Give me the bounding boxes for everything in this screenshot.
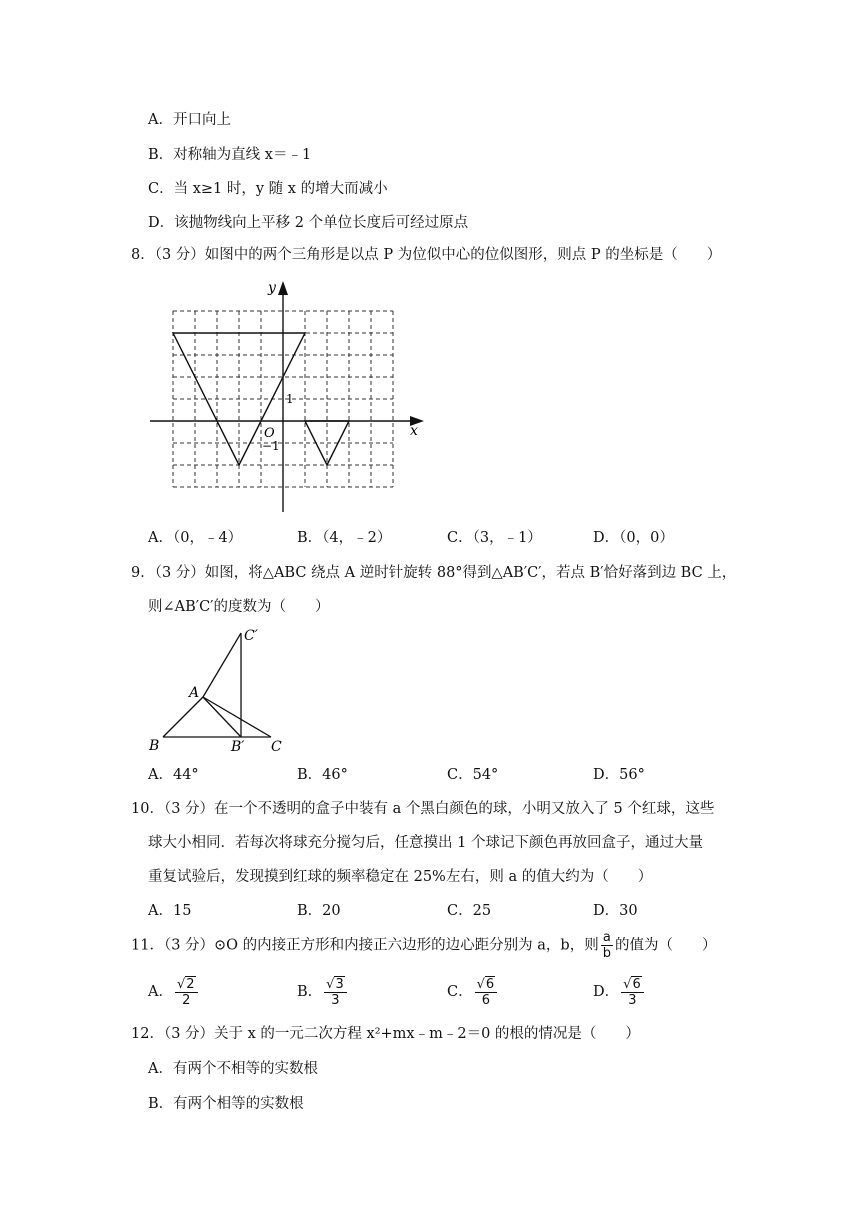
q11-fraction-a-over-b: $\frac{a}{b}$ xyxy=(602,930,611,961)
q8-option-d: D．（0，0） xyxy=(593,530,674,546)
q11-option-a: A． $\frac{√2}{2}$ xyxy=(148,974,200,1010)
segment-ac xyxy=(203,697,271,737)
q10-option-d: D．30 xyxy=(593,903,638,919)
label-c-prime: C′ xyxy=(244,628,258,644)
tick-label-1: 1 xyxy=(286,392,294,406)
q7-option-d: D．该抛物线向上平移 2 个单位长度后可经过原点 xyxy=(148,215,469,231)
q10-stem-line3: 重复试验后，发现摸到红球的频率稳定在 25%左右，则 a 的值大约为（ ） xyxy=(148,869,653,885)
label-b: B xyxy=(149,738,160,754)
q7-option-a: A．开口向上 xyxy=(148,112,231,128)
origin-label: O xyxy=(264,426,275,441)
q8-option-a: A．（0，﹣4） xyxy=(148,530,243,546)
label-a: A xyxy=(189,685,200,701)
q11-option-b: B． $\frac{√3}{3}$ xyxy=(297,974,349,1010)
q9-stem-line1: 9．（3 分）如图，将△ABC 绕点 A 逆时针旋转 88°得到△AB′C′，若点 B′恰好落到边 BC 上， xyxy=(131,565,737,581)
q9-rotation-figure xyxy=(140,625,300,760)
q10-stem-line1: 10．（3 分）在一个不透明的盒子中装有 a 个黑白颜色的球，小明又放入了 5 个红球，这些 xyxy=(131,801,715,817)
q9-option-c: C．54° xyxy=(447,767,499,783)
q11-option-d: D． $\frac{√6}{3}$ xyxy=(593,974,646,1010)
q11-option-c: C． $\frac{√6}{6}$ xyxy=(447,974,499,1010)
q8-coordinate-figure xyxy=(140,270,440,520)
q10-stem-line2: 球大小相同．若每次将球充分搅匀后，任意摸出 1 个球记下颜色再放回盒子，通过大量 xyxy=(148,835,703,851)
q11-stem xyxy=(131,930,716,961)
label-c: C xyxy=(271,739,282,755)
tick-label-neg1: −1 xyxy=(262,439,280,453)
q7-option-b: B．对称轴为直线 x＝﹣1 xyxy=(148,147,312,163)
q11-stem-text: 11．（3 分）⊙O 的内接正方形和内接正六边形的边心距分别为 a，b，则 xyxy=(131,937,599,954)
q9-option-a: A．44° xyxy=(148,767,199,783)
segment-ab-prime xyxy=(203,697,241,737)
q8-option-b: B．（4，﹣2） xyxy=(297,530,392,546)
segment-ab xyxy=(163,697,203,737)
q9-option-d: D．56° xyxy=(593,767,645,783)
q10-option-a: A．15 xyxy=(148,903,192,919)
y-axis-label: y xyxy=(268,280,276,296)
q8-stem: 8．（3 分）如图中的两个三角形是以点 P 为位似中心的位似图形，则点 P 的坐标是（ ） xyxy=(131,247,722,263)
label-b-prime: B′ xyxy=(231,739,245,755)
y-axis-arrow xyxy=(278,281,288,295)
q12-option-b: B．有两个相等的实数根 xyxy=(148,1096,304,1112)
q10-option-c: C．25 xyxy=(447,903,492,919)
q12-stem: 12．（3 分）关于 x 的一元二次方程 x²+mx﹣m﹣2＝0 的根的情况是（ ） xyxy=(131,1026,640,1042)
segment-ac-prime xyxy=(203,633,241,697)
q10-option-b: B．20 xyxy=(297,903,341,919)
q12-option-a: A．有两个不相等的实数根 xyxy=(148,1061,318,1077)
x-axis-label: x xyxy=(410,423,418,439)
q9-option-b: B．46° xyxy=(297,767,348,783)
q11-stem-tail: 的值为（ ） xyxy=(614,937,717,954)
q9-stem-line2: 则∠AB′C′的度数为（ ） xyxy=(148,599,330,615)
q8-option-c: C．（3，﹣1） xyxy=(447,530,542,546)
q7-option-c: C．当 x≥1 时，y 随 x 的增大而减小 xyxy=(148,181,388,197)
